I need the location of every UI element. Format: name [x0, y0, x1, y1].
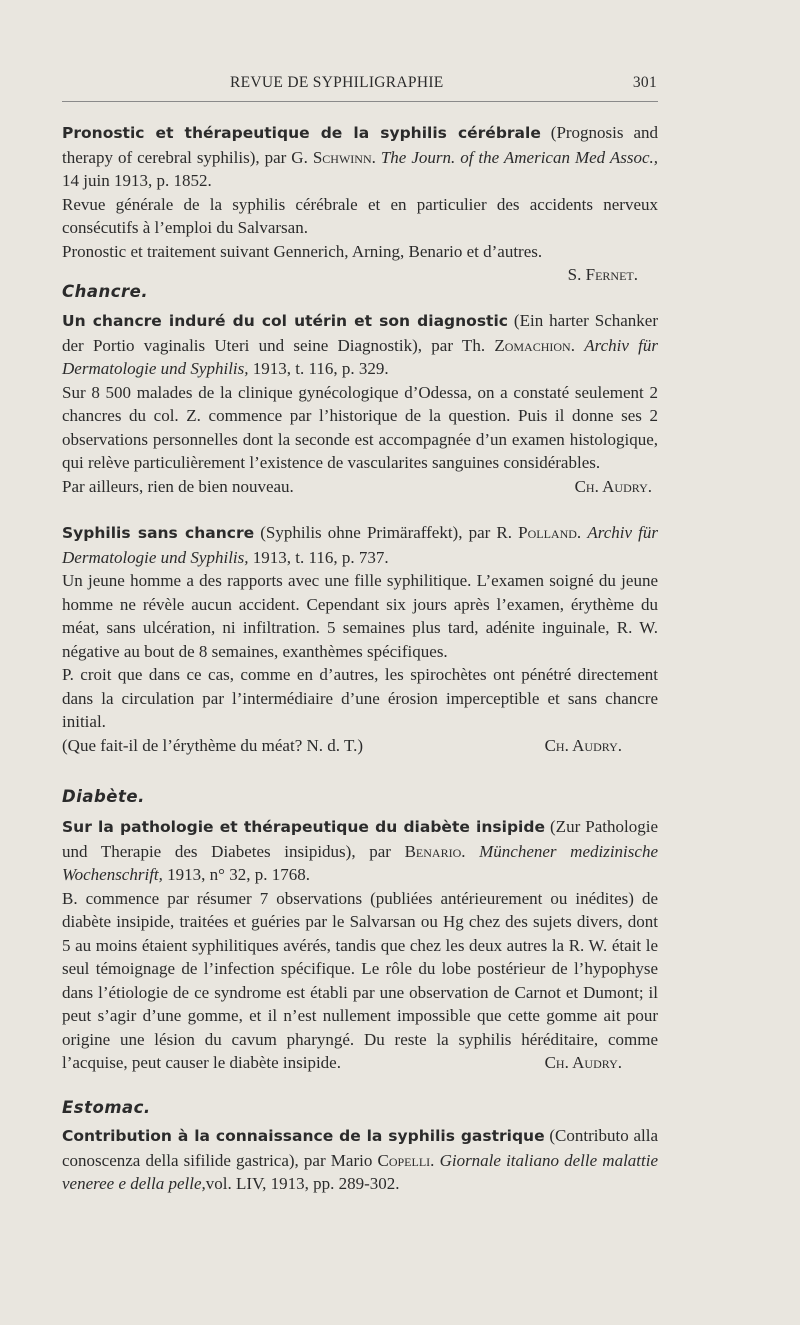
- article-subtitle: (Prognosis and therapy of cerebral syphilis), par G.: [62, 123, 658, 167]
- paragraph: Sur 8 500 malades de la clinique gynécologique d’Odessa, on a constaté seulement 2 chancres du col. Z. commence par l’historique de la question. Puis il donne ses 2 observations personnelles dont la seconde est accompagnée d’un examen histologique, qui relève particulièrement l’existence de vascularites sanguines considérables.: [62, 382, 658, 472]
- article-heading: [62, 521, 658, 569]
- signature: Ch. Audry.: [544, 1053, 622, 1072]
- paragraph: (Que fait-il de l’érythème du méat? N. d. T.): [62, 735, 364, 755]
- section-heading: Estomac.: [62, 1098, 151, 1117]
- paragraph: Par ailleurs, rien de bien nouveau.: [62, 476, 294, 496]
- article-gastric-syphilis: [62, 1124, 658, 1196]
- citation-date: 14 juin 1913, p. 1852.: [62, 171, 212, 190]
- signature: Ch. Audry.: [544, 735, 622, 755]
- author: Copelli.: [377, 1150, 435, 1170]
- paragraph: Pronostic et traitement suivant Gennerich, Arning, Benario et d’autres.: [62, 241, 543, 261]
- section-heading: Diabète.: [62, 787, 145, 806]
- citation-date: vol. LIV, 1913, pp. 289-302.: [205, 1174, 400, 1193]
- article-subtitle: (Ein harter Schanker der Portio vaginalis Uteri und seine Diagnostik), par Th.: [62, 311, 658, 355]
- author: Polland.: [518, 523, 582, 542]
- header-rule: [62, 101, 658, 102]
- article-heading: [62, 1124, 658, 1196]
- citation-date: 1913, t. 116, p. 329.: [248, 359, 389, 378]
- article-title: Pronostic et thérapeutique de la syphilis cérébrale: [62, 124, 541, 142]
- article-cervical-chancre: [62, 309, 658, 498]
- article-cerebral-syphilis: [62, 121, 658, 287]
- closing-line: [62, 734, 658, 758]
- journal-name: Archiv für Dermatologie und Syphilis,: [62, 523, 658, 567]
- journal-name: The Journ. of the American Med Assoc.,: [380, 147, 658, 167]
- article-title: Un chancre induré du col utérin et son diagnostic: [62, 312, 508, 330]
- paragraph: P. croit que dans ce cas, comme en d’autres, les spirochètes ont pénétré directement dans la circulation par l’intermédiaire d’une érosion imperceptible et sans chancre initial.: [62, 665, 658, 731]
- article-heading: Un chancre induré du col utérin et son diagnostic (Ein harter Schanker der Portio vaginalis Uteri und seine Diagnostik), par Th. Zomachion. Archiv für Dermatologie und Syphilis, 1913, t. 116, p. 329.: [62, 311, 659, 378]
- paragraph: Un jeune homme a des rapports avec une fille syphilitique. L’examen soigné du jeune homme ne révèle aucun accident. Cependant six jours après l’examen, érythème du méat, sans ulcération, ni infiltration. 5 semaines plus tard, adénite inguinale, R. W. négative au bout de 8 semaines, exanthèmes spécifiques.: [62, 571, 658, 661]
- journal-name: Archiv für Dermatologie und Syphilis,: [62, 335, 659, 378]
- article-title: Syphilis sans chancre: [62, 524, 255, 542]
- closing-line: [62, 475, 658, 499]
- citation-date: 1913, n° 32, p. 1768.: [162, 865, 310, 884]
- article-title: Sur la pathologie et thérapeutique du diabète insipide: [62, 818, 545, 836]
- section-heading: Chancre.: [62, 282, 149, 301]
- author: Zomachion: [494, 335, 571, 355]
- article-subtitle: (Contributo alla conoscenza della sifilide gastrica), par Mario: [62, 1126, 658, 1170]
- article-subtitle: (Syphilis ohne Primäraffekt), par R.: [254, 523, 519, 542]
- journal-name: Giornale italiano delle malattie veneree e della pelle,: [62, 1150, 659, 1193]
- article-diabetes-insipidus: [62, 815, 658, 1075]
- author: Schwinn: [312, 147, 372, 167]
- signature: S. Fernet.: [567, 265, 638, 284]
- author: Benario.: [404, 841, 466, 861]
- journal-title: REVUE DE SYPHILIGRAPHIE: [230, 74, 444, 91]
- page-number: 301: [632, 74, 657, 91]
- article-syphilis-without-chancre: [62, 521, 658, 757]
- journal-name: Münchener medizinische Wochenschrift,: [62, 841, 658, 884]
- citation-date: 1913, t. 116, p. 737.: [248, 547, 389, 567]
- paragraph: Revue générale de la syphilis cérébrale et en particulier des accidents nerveux consécutifs à l’emploi du Salvarsan.: [62, 194, 658, 237]
- paragraph: B. commence par résumer 7 observations (publiées antérieurement ou inédites) de diabète insipide, traitées et guéries par le Salvarsan ou Hg chez des sujets divers, dont 5 au moins étaient syphilitiques avérés, tandis que chez les deux autres la R. W. était le seul témoignage de l’infection spécifique. Le rôle du lobe postérieur de l’hypophyse dans l’étiologie de ce syndrome est établi par une observation de Carnot et Dumont; il peut s’agir d’une gomme, et il n’est nullement impossible que cette gomme ait pour origine une lésion du cavum pharyngé. Du reste la syphilis héréditaire, comme l’acquise, peut causer le diabète insipide.: [62, 888, 658, 1072]
- signature: Ch. Audry.: [574, 476, 652, 496]
- article-title: Contribution à la connaissance de la syphilis gastrique: [62, 1127, 545, 1145]
- article-heading: Pronostic et thérapeutique de la syphilis cérébrale (Prognosis and therapy of cerebral syphilis), par G. Schwinn. The Journ. of the American Med Assoc., 14 juin 1913, p. 1852.: [62, 123, 658, 190]
- article-subtitle: (Zur Pathologie und Therapie des Diabetes insipidus), par: [62, 817, 658, 861]
- article-heading: [62, 815, 658, 887]
